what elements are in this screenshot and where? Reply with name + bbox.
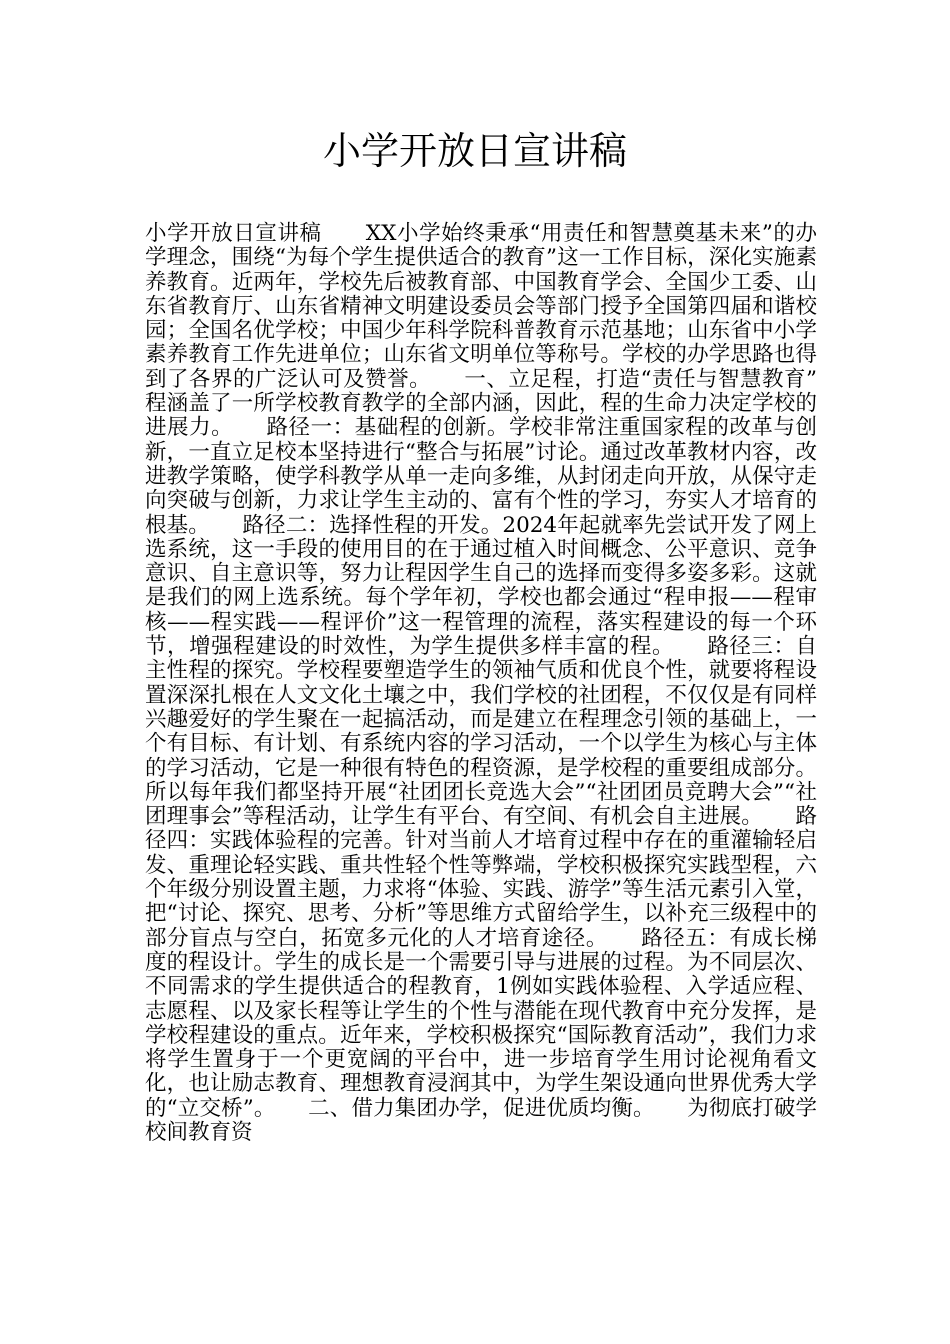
document-body: 小学开放日宣讲稿 XX小学始终秉承“用责任和智慧奠基未来”的办学理念，围绕“为每个学生提供适合的教育”这一工作目标，深化实施素养教育。近两年，学校先后被教育部、中国教育学会、全国少工委、山东省教育厅、山东省精神文明建设委员会等部门授予全国第四届和谐校园；全国名优学校；中国少年科学院科普教育示范基地；山东省中小学素养教育工作先进单位；山东省文明单位等称号。学校的办学思路也得到了各界的广泛认可及赞誉。 一、立足程，打造“责任与智慧教育” 程涵盖了一所学校教育教学的全部内涵，因此，程的生命力决定学校的进展力。 路径一：基础程的创新。学校非常注重国家程的改革与创新，一直立足校本坚持进行“整合与拓展”讨论。通过改革教材内容，改进教学策略，使学科教学从单一走向多维，从封闭走向开放，从保守走向突破与创新，力求让学生主动的、富有个性的学习，夯实人才培育的根基。 路径二：选择性程的开发。2024年起就率先尝试开发了网上选系统，这一手段的使用目的在于通过植入时间概念、公平意识、竞争意识、自主意识等，努力让程因学生自己的选择而变得多姿多彩。这就是我们的网上选系统。每个学年初，学校也都会通过“程申报——程审核——程实践——程评价”这一程管理的流程，落实程建设的每一个环节，增强程建设的时效性，为学生提供多样丰富的程。 路径三：自主性程的探究。学校程要塑造学生的领袖气质和优良个性，就要将程设置深深扎根在人文文化土壤之中，我们学校的社团程，不仅仅是有同样兴趣爱好的学生聚在一起搞活动，而是建立在程理念引领的基础上，一个有目标、有计划、有系统内容的学习活动，一个以学生为核心与主体的学习活动，它是一种很有特色的程资源，是学校程的重要组成部分。所以每年我们都坚持开展“社团团长竞选大会”“社团团员竞聘大会”“社团理事会”等程活动，让学生有平台、有空间、有机会自主进展。 路径四：实践体验程的完善。针对当前人才培育过程中存在的重灌输轻启发、重理论轻实践、重共性轻个性等弊端，学校积极探究实践型程，六个年级分别设置主题，力求将“体验、实践、游学”等生活元素引入堂，把“讨论、探究、思考、分析”等思维方式留给学生，以补充三级程中的部分盲点与空白，拓宽多元化的人才培育途径。 路径五：有成长梯度的程设计。学生的成长是一个需要引导与进展的过程。为不同层次、不同需求的学生提供适合的程教育，1例如实践体验程、入学适应程、志愿程、以及家长程等让学生的个性与潜能在现代教育中充分发挥，是学校程建设的重点。近年来，学校积极探究“国际教育活动”，我们力求将学生置身于一个更宽阔的平台中，进一步培育学生用讨论视角看文化，也让励志教育、理想教育浸润其中，为学生架设通向世界优秀大学的“立交桥”。 二、借力集团办学，促进优质均衡。 为彻底打破学校间教育资 — [145, 221, 861, 1145]
document-title: 小学开放日宣讲稿 — [322, 129, 627, 173]
